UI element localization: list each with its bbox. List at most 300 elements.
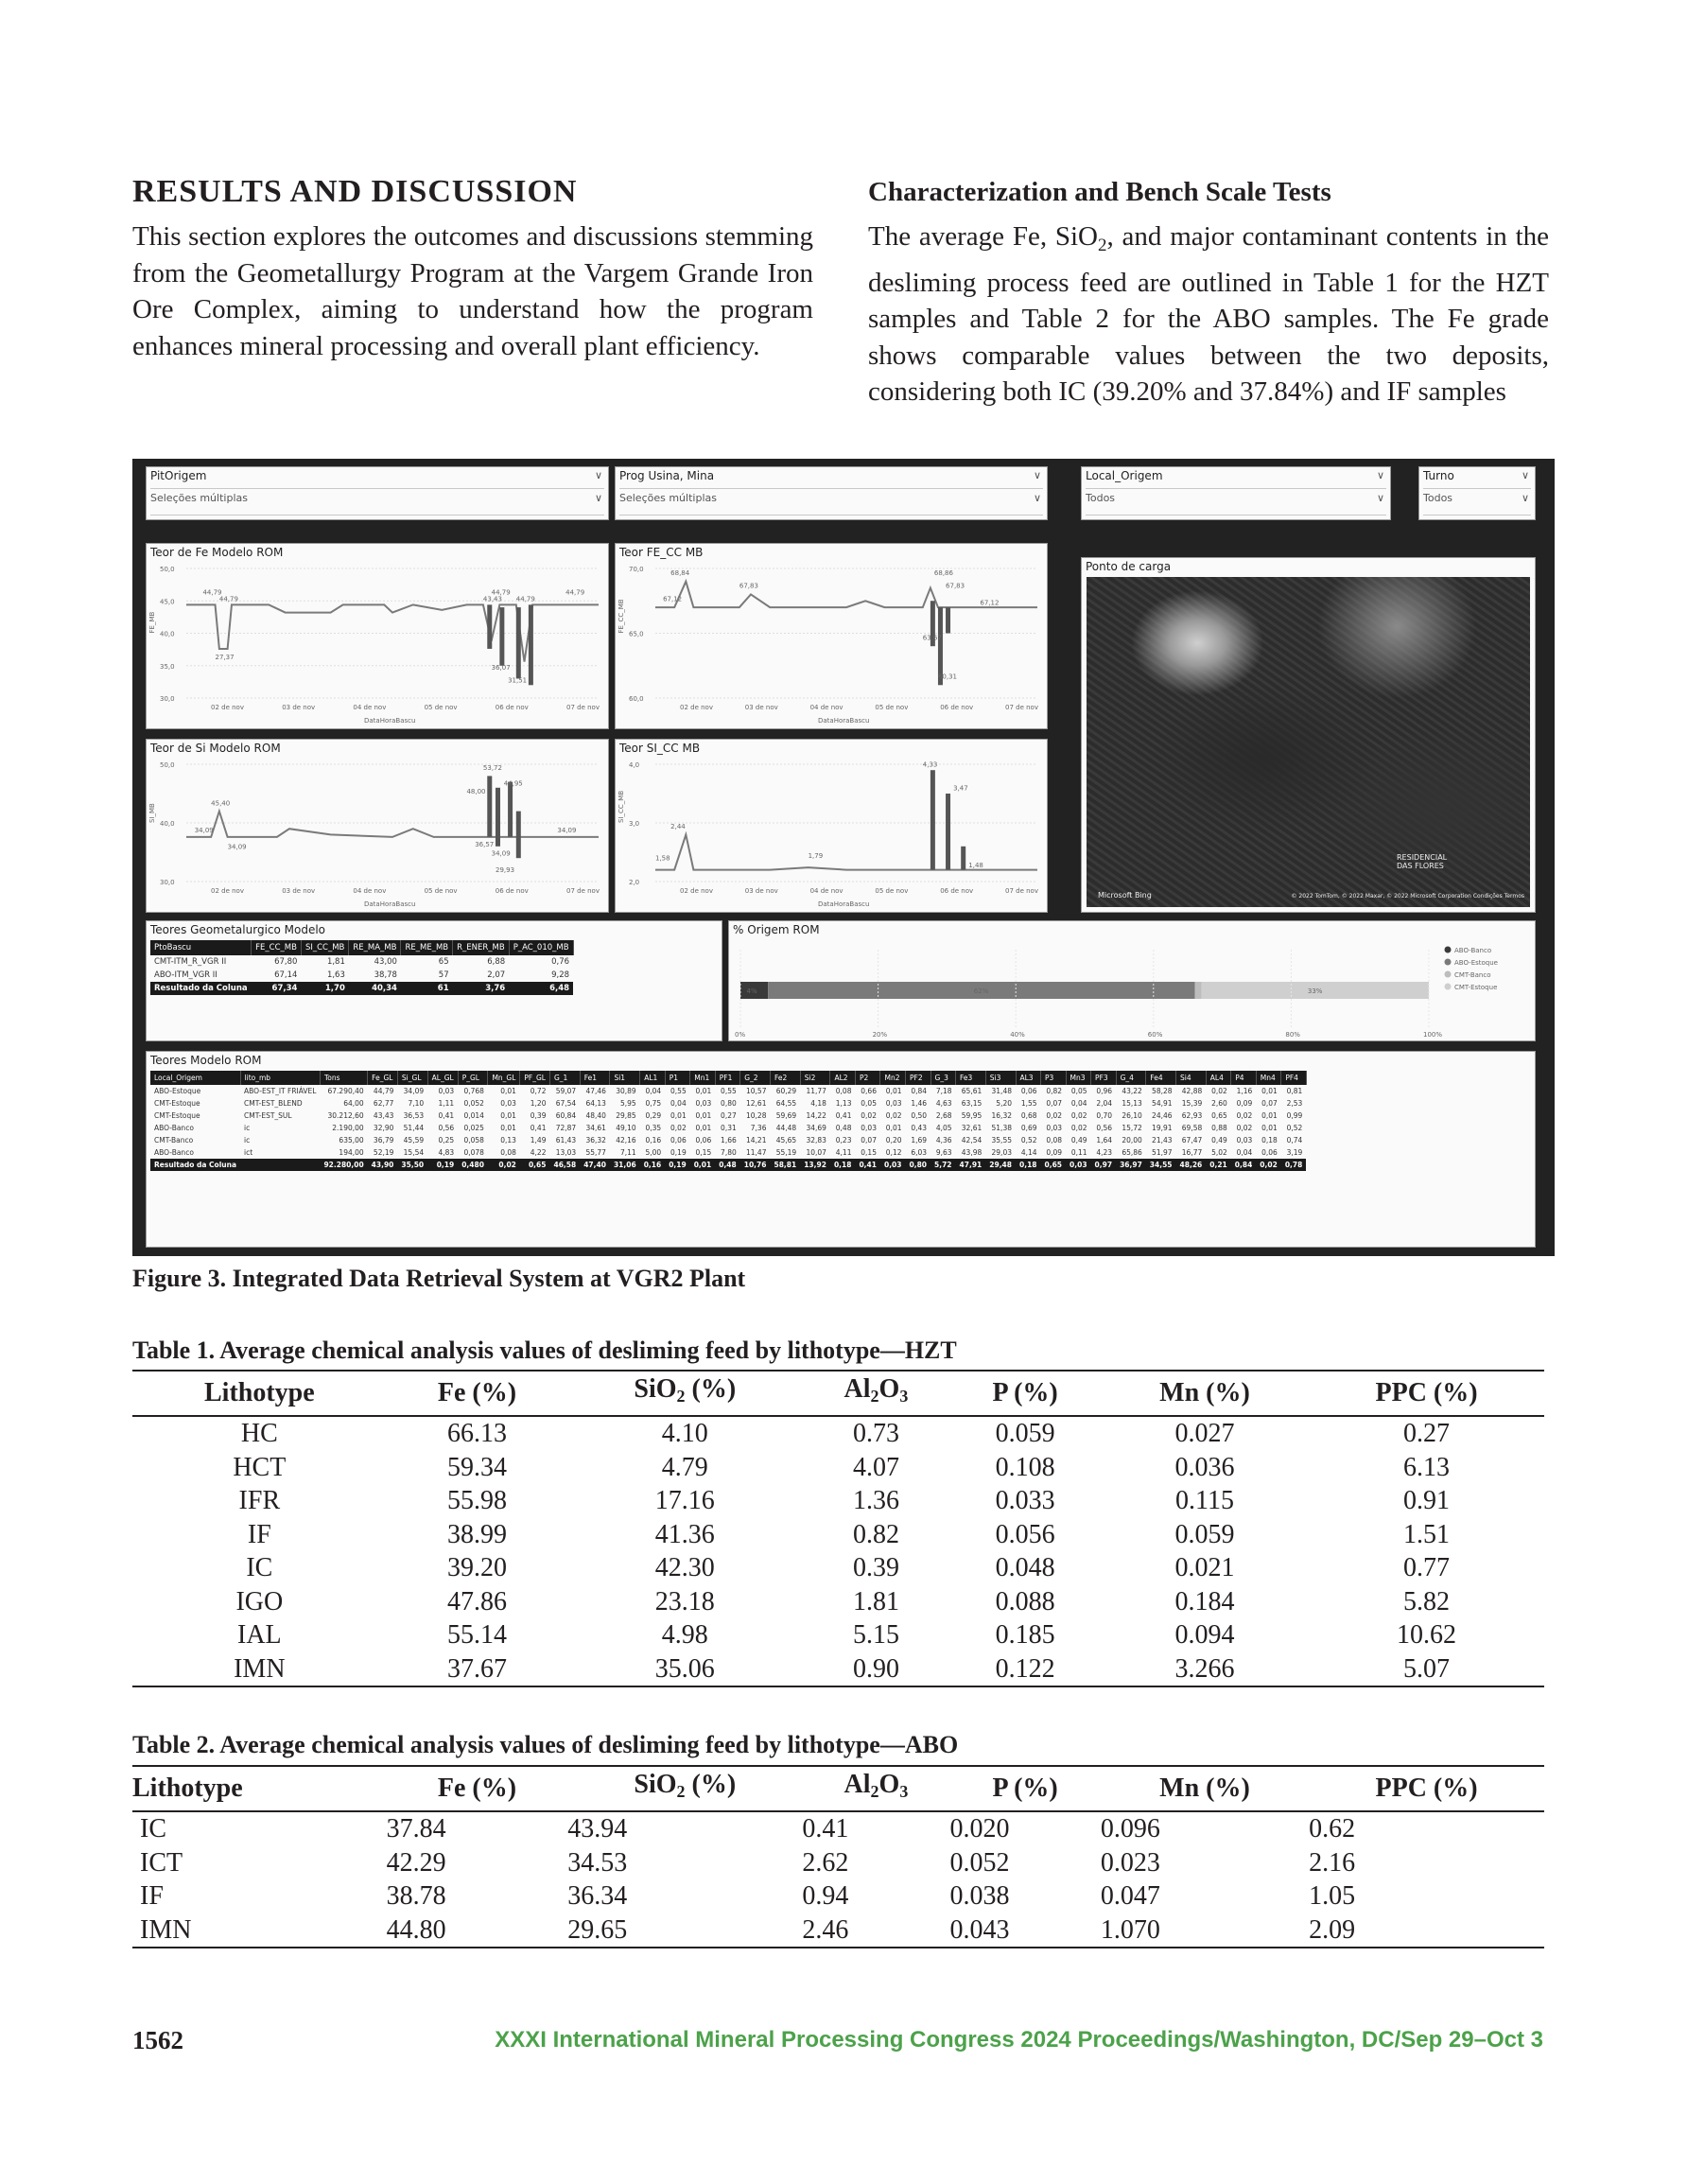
slicer-label: PitOrigem: [150, 469, 207, 482]
table-cell: 5,02: [1211, 1148, 1227, 1157]
table-row: [150, 1109, 1306, 1122]
column-header[interactable]: PF2: [906, 1071, 931, 1085]
column-header[interactable]: Local_Origem: [150, 1071, 240, 1085]
y-tick-label: 30,0: [160, 879, 175, 886]
column-header[interactable]: AL2: [830, 1071, 856, 1085]
x-tick-label: 04 de nov: [353, 704, 387, 711]
data-label: 44,79: [515, 595, 535, 603]
value-cell: 0.027: [1174, 1419, 1235, 1448]
value-cell: 0.41: [802, 1814, 849, 1843]
column-header[interactable]: Mn3: [1066, 1071, 1091, 1085]
column-header[interactable]: SI_CC_MB: [301, 940, 348, 955]
table-cell: 0,23: [835, 1136, 852, 1144]
table-cell: 1,63: [326, 970, 345, 980]
column-header[interactable]: Fe1: [580, 1071, 610, 1085]
y-tick-label: 50,0: [160, 566, 175, 573]
data-label: 43,43: [482, 595, 502, 603]
value-cell: 0.27: [1403, 1419, 1451, 1448]
slicer-local-origem[interactable]: [1081, 466, 1391, 520]
table-cell: ic: [244, 1124, 251, 1132]
satellite-map[interactable]: [1087, 577, 1530, 907]
column-header[interactable]: P3: [1041, 1071, 1067, 1085]
column-header[interactable]: P1: [665, 1071, 690, 1085]
table-cell: 0,48: [715, 1159, 740, 1171]
table1-header-row: [132, 1371, 1544, 1416]
table-cell: 36,32: [585, 1136, 606, 1144]
table-cell: 0,72: [530, 1087, 547, 1095]
value-cell: 2.09: [1309, 1913, 1544, 1948]
table-cell: 2,07: [487, 970, 506, 980]
geomet-table-panel: [146, 920, 722, 1041]
value-cell: 38.99: [446, 1519, 507, 1549]
table-cell: 2.190,00: [332, 1124, 364, 1132]
data-label: 34,09: [491, 849, 511, 858]
column-header[interactable]: Mn1: [690, 1071, 716, 1085]
x-tick-label: 02 de nov: [211, 887, 244, 895]
column-header[interactable]: AL1: [640, 1071, 666, 1085]
column-header[interactable]: G_4: [1116, 1071, 1146, 1085]
table-cell: 65,61: [961, 1087, 983, 1095]
table-cell: 0,78: [1281, 1159, 1307, 1171]
table-cell: 0,07: [861, 1136, 877, 1144]
value-cell: 17.16: [654, 1486, 715, 1515]
column-header[interactable]: R_ENER_MB: [453, 940, 510, 955]
table-cell: 0,09: [1236, 1099, 1253, 1108]
table-cell: 0,84: [911, 1087, 928, 1095]
right-column: [868, 173, 1549, 411]
spike-bar: [946, 607, 950, 633]
table-cell: 0,08: [1046, 1136, 1063, 1144]
table-cell: 67,47: [1181, 1136, 1203, 1144]
table-cell: 1,81: [326, 957, 345, 967]
table-cell: 47,40: [580, 1159, 610, 1171]
table-cell: 58,28: [1152, 1087, 1173, 1095]
value-cell: 55.14: [446, 1620, 507, 1650]
lithotype-cell: IF: [140, 1881, 164, 1911]
col-p: P (%): [949, 1371, 1100, 1416]
data-label: 44,79: [202, 588, 222, 597]
table-cell: 0,39: [530, 1111, 547, 1120]
table-cell: 59,07: [555, 1087, 577, 1095]
column-header[interactable]: Mn_GL: [488, 1071, 520, 1085]
table-cell: 0,01: [1261, 1111, 1278, 1120]
table-cell: 43,98: [961, 1148, 983, 1157]
table-cell: 0,69: [1020, 1124, 1037, 1132]
table-cell: 62,93: [1181, 1111, 1203, 1120]
table-cell: 42,16: [616, 1136, 636, 1144]
value-cell: 23.18: [654, 1586, 715, 1616]
legend-label: ABO-Estoque: [1454, 959, 1498, 967]
value-cell: 38.78: [386, 1881, 446, 1911]
table-cell: 5,00: [645, 1148, 662, 1157]
table-cell: 4,63: [935, 1099, 952, 1108]
table-cell: 60,84: [555, 1111, 577, 1120]
table-cell: 0,03: [500, 1099, 516, 1108]
col-lithotype: Lithotype: [132, 1371, 387, 1416]
table-cell: 0,480: [458, 1159, 488, 1171]
col-fe: Fe (%): [387, 1766, 568, 1811]
y-tick-label: 60,0: [629, 695, 644, 703]
x-tick-label: 02 de nov: [680, 887, 713, 895]
table-cell: 11,47: [746, 1148, 767, 1157]
data-label: 34,09: [227, 843, 247, 851]
table-cell: 0,02: [885, 1111, 902, 1120]
table-cell: 0,52: [1020, 1136, 1037, 1144]
chart-fe-cc: [615, 543, 1048, 729]
lithotype-cell: IC: [140, 1814, 166, 1843]
data-label: 1,58: [655, 854, 670, 863]
chart-svg: [147, 544, 608, 728]
column-header[interactable]: Si2: [800, 1071, 830, 1085]
table-cell: 64,55: [775, 1099, 797, 1108]
para-text-1: The average Fe, SiO: [868, 221, 1098, 252]
value-cell: 0.094: [1174, 1620, 1235, 1650]
table-cell: 34,09: [403, 1087, 425, 1095]
table-cell: 30,89: [616, 1087, 636, 1095]
value-cell: 0.77: [1403, 1553, 1451, 1582]
table-cell: 0,01: [670, 1111, 687, 1120]
table-cell: 51,97: [1152, 1148, 1173, 1157]
table-cell: 0,02: [1046, 1111, 1063, 1120]
table-cell: 47,46: [585, 1087, 606, 1095]
spike-bar: [529, 604, 533, 685]
lithotype-cell: ICT: [140, 1847, 183, 1878]
data-label: 67,12: [663, 595, 683, 603]
table-cell: 6,48: [509, 982, 573, 995]
table-cell: 0,02: [670, 1124, 687, 1132]
table2-row: [132, 1846, 1544, 1880]
value-cell: 0.021: [1174, 1553, 1235, 1582]
y-axis-label: SI_MB: [148, 803, 156, 823]
table-cell: 0,49: [1070, 1136, 1087, 1144]
x-tick-label: 04 de nov: [809, 704, 844, 711]
chart-title: Teor de Fe Modelo ROM: [150, 546, 284, 559]
value-cell: 4.10: [661, 1419, 708, 1448]
column-header[interactable]: P_AC_010_MB: [509, 940, 573, 955]
table-cell: 0,52: [1286, 1124, 1303, 1132]
value-cell: 37.67: [387, 1652, 568, 1687]
table-cell: 32,90: [373, 1124, 394, 1132]
page-number: 1562: [132, 2026, 183, 2054]
slicer-turno[interactable]: [1418, 466, 1536, 520]
value-cell: 41.36: [654, 1519, 715, 1549]
x-tick-label: 03 de nov: [282, 887, 316, 895]
table-cell: 0,82: [1046, 1087, 1063, 1095]
data-label: 67,83: [946, 582, 965, 590]
table-row: [150, 969, 573, 982]
value-cell: 0.059: [1174, 1519, 1235, 1549]
data-label: 53,72: [482, 764, 502, 773]
lithotype-cell: IMN: [132, 1913, 387, 1948]
table-cell: 0,65: [520, 1159, 550, 1171]
table-cell: 52,19: [373, 1148, 394, 1157]
spike-bar: [946, 794, 950, 870]
column-header[interactable]: P_GL: [458, 1071, 488, 1085]
table-cell: 0,04: [670, 1099, 687, 1108]
y-tick-label: 3,0: [629, 820, 640, 828]
table-cell: 2,53: [1286, 1099, 1303, 1108]
value-cell: 6.13: [1403, 1452, 1451, 1482]
x-tick-label: 03 de nov: [744, 887, 778, 895]
table-cell: 0,80: [721, 1099, 737, 1108]
table-cell: 34,55: [1146, 1159, 1176, 1171]
column-header[interactable]: Si4: [1176, 1071, 1207, 1085]
value-cell: 0.059: [995, 1419, 1055, 1448]
data-label: 34,09: [557, 826, 577, 834]
table-cell: ABO-Banco: [154, 1148, 194, 1157]
column-header[interactable]: P4: [1231, 1071, 1257, 1085]
chevron-down-icon: ∨: [1521, 469, 1529, 481]
value-cell: 42.30: [654, 1553, 715, 1582]
table-cell: 0,11: [1070, 1148, 1087, 1157]
left-column: [132, 173, 813, 364]
value-cell: 39.20: [446, 1553, 507, 1582]
value-cell: 0.033: [995, 1486, 1055, 1515]
lithotype-cell: HCT: [233, 1452, 287, 1482]
table-title: Teores Modelo ROM: [150, 1054, 262, 1067]
table-cell: 0,56: [1096, 1124, 1113, 1132]
slicer-value: Todos: [1423, 492, 1453, 504]
column-header[interactable]: P2: [855, 1071, 880, 1085]
value-cell: 1.36: [852, 1486, 899, 1515]
col-mn: Mn (%): [1101, 1766, 1309, 1811]
table1-row: [132, 1618, 1544, 1652]
y-axis-label: SI_CC_MB: [617, 790, 625, 823]
slicer-label: Prog Usina, Mina: [619, 469, 715, 482]
x-tick-label: 80%: [1285, 1031, 1300, 1039]
data-label: 1,79: [808, 852, 824, 861]
column-header[interactable]: Si_GL: [397, 1071, 427, 1085]
spike-bar: [961, 847, 965, 870]
table-cell: 3,76: [453, 982, 510, 995]
x-tick-label: 100%: [1423, 1031, 1443, 1039]
table-cell: 2,04: [1096, 1099, 1113, 1108]
table-cell: 0,48: [835, 1124, 852, 1132]
x-tick-label: 02 de nov: [211, 704, 244, 711]
table-cell: 0,02: [1256, 1159, 1281, 1171]
table-cell: 0,014: [463, 1111, 484, 1120]
spike-bar: [508, 782, 513, 837]
column-header[interactable]: Tons: [320, 1071, 367, 1085]
slicer-pit-origem[interactable]: [146, 466, 609, 520]
table2-row: [132, 1811, 1544, 1846]
lithotype-cell: HC: [240, 1419, 278, 1448]
column-header[interactable]: lito_mb: [240, 1071, 320, 1085]
table-cell: 45,59: [403, 1136, 425, 1144]
table-cell: 65: [438, 957, 449, 967]
table-cell: CMT-EST_BLEND: [244, 1099, 303, 1108]
column-header[interactable]: AL4: [1206, 1071, 1231, 1085]
value-cell: 66.13: [446, 1419, 507, 1448]
value-cell: 35.06: [567, 1652, 802, 1687]
table-cell: 0,01: [690, 1159, 716, 1171]
data-label: 44,79: [218, 595, 238, 603]
table-cell: 0,80: [906, 1159, 931, 1171]
y-tick-label: 2,0: [629, 879, 640, 886]
table-cell: 0,02: [1236, 1111, 1253, 1120]
table-cell: 0,078: [463, 1148, 484, 1157]
table-cell: 54,91: [1152, 1099, 1173, 1108]
column-header[interactable]: AL3: [1016, 1071, 1041, 1085]
value-cell: 0.108: [995, 1452, 1055, 1482]
column-header[interactable]: PF_GL: [520, 1071, 550, 1085]
table-cell: 0,70: [1096, 1111, 1113, 1120]
value-cell: 1.51: [1403, 1519, 1451, 1549]
value-cell: 0.036: [1174, 1452, 1235, 1482]
value-cell: 2.16: [1309, 1847, 1356, 1878]
table-cell: 0,97: [1091, 1159, 1117, 1171]
spike-bar: [487, 604, 492, 649]
data-label: 36,57: [475, 840, 495, 848]
table-cell: 0,03: [1046, 1124, 1063, 1132]
table-cell: 1,69: [911, 1136, 928, 1144]
x-tick-label: 07 de nov: [566, 704, 600, 711]
data-label: 4,33: [922, 760, 938, 769]
table-cell: 0,06: [670, 1136, 687, 1144]
column-header[interactable]: PF4: [1281, 1071, 1307, 1085]
column-header[interactable]: Mn4: [1256, 1071, 1281, 1085]
column-header[interactable]: Fe4: [1146, 1071, 1176, 1085]
data-label: 44,79: [565, 588, 585, 597]
column-header[interactable]: Si3: [985, 1071, 1016, 1085]
table-cell: 13,92: [800, 1159, 830, 1171]
table-cell: 4,14: [1020, 1148, 1037, 1157]
table-cell: 0,02: [488, 1159, 520, 1171]
x-tick-label: 07 de nov: [1005, 887, 1038, 895]
table-cell: 0,01: [500, 1124, 516, 1132]
slicer-prog-usina[interactable]: [615, 466, 1048, 520]
table-cell: 4,23: [1096, 1148, 1113, 1157]
y-tick-label: 4,0: [629, 761, 640, 769]
col-al2o3: Al2O3: [802, 1766, 949, 1811]
para-subscript: 2: [1098, 236, 1107, 255]
slicer-value: Todos: [1086, 492, 1116, 504]
table-cell: 0,13: [500, 1136, 516, 1144]
slicer-value: Seleções múltiplas: [150, 492, 248, 504]
data-label: 27,37: [215, 653, 235, 661]
column-header[interactable]: PtoBascu: [150, 940, 252, 955]
table-cell: 1,66: [721, 1136, 737, 1144]
column-header[interactable]: Fe3: [956, 1071, 986, 1085]
column-header[interactable]: G_2: [740, 1071, 771, 1085]
bar-label: 62%: [973, 987, 989, 995]
value-cell: 1.81: [852, 1586, 899, 1616]
column-header[interactable]: FE_CC_MB: [252, 940, 302, 955]
table-cell: 12,61: [746, 1099, 767, 1108]
spike-bar: [516, 607, 521, 678]
x-tick-label: 05 de nov: [424, 887, 458, 895]
value-cell: 4.98: [661, 1620, 708, 1650]
legend-label: CMT-Banco: [1454, 971, 1491, 979]
column-header[interactable]: Fe_GL: [368, 1071, 398, 1085]
table-cell: 1,64: [1096, 1136, 1113, 1144]
table-cell: 5,72: [930, 1159, 956, 1171]
table-cell: 194,00: [339, 1148, 364, 1157]
x-tick-label: 0%: [735, 1031, 746, 1039]
column-header[interactable]: PF1: [715, 1071, 740, 1085]
table-cell: 0,03: [438, 1087, 455, 1095]
data-label: 60,31: [937, 673, 958, 681]
x-tick-label: 20%: [872, 1031, 888, 1039]
table2-row: [132, 1879, 1544, 1913]
chevron-down-icon: ∨: [594, 469, 602, 481]
table-cell: 0,50: [911, 1111, 928, 1120]
table-cell: 62,77: [373, 1099, 394, 1108]
table-cell: 5,95: [619, 1099, 636, 1108]
column-header[interactable]: G_3: [930, 1071, 956, 1085]
table-cell: 57: [438, 970, 449, 980]
column-header[interactable]: G_1: [549, 1071, 580, 1085]
table-cell: 0,56: [438, 1124, 455, 1132]
table-cell: 10,76: [740, 1159, 771, 1171]
chevron-down-icon: ∨: [1521, 492, 1529, 504]
table-cell: 35,55: [991, 1136, 1012, 1144]
table-cell: 0,19: [670, 1148, 687, 1157]
table-cell: 9,63: [935, 1148, 952, 1157]
x-axis-label: DataHoraBascu: [818, 717, 870, 725]
table-cell: 0,88: [1211, 1124, 1227, 1132]
table-cell: 26,10: [1122, 1111, 1142, 1120]
chevron-down-icon: ∨: [594, 492, 602, 504]
table-cell: 48,40: [585, 1111, 606, 1120]
data-label: 36,07: [491, 663, 511, 672]
figure-caption: Figure 3. Integrated Data Retrieval System at VGR2 Plant: [132, 1265, 746, 1292]
col-al2o3: Al2O3: [802, 1371, 949, 1416]
table-cell: 2,60: [1211, 1099, 1227, 1108]
table-cell: 4,18: [810, 1099, 826, 1108]
table-cell: 0,55: [670, 1087, 687, 1095]
column-header[interactable]: Si1: [610, 1071, 640, 1085]
y-tick-label: 40,0: [160, 630, 175, 638]
table-cell: 32,61: [961, 1124, 983, 1132]
table-cell: 1,11: [438, 1099, 455, 1108]
table-cell: 16,32: [991, 1111, 1012, 1120]
col-sio2: SiO2 (%): [567, 1371, 802, 1416]
table-cell: 1,13: [835, 1099, 852, 1108]
table-cell: 0,65: [1041, 1159, 1067, 1171]
column-header[interactable]: Fe2: [770, 1071, 800, 1085]
map-panel[interactable]: [1081, 557, 1536, 913]
table-cell: 1,55: [1020, 1099, 1037, 1108]
table1-row: [132, 1451, 1544, 1485]
column-header[interactable]: RE_ME_MB: [401, 940, 453, 955]
data-label: 1,48: [968, 862, 983, 870]
table-cell: 36,79: [373, 1136, 394, 1144]
table-cell: 51,44: [403, 1124, 425, 1132]
x-tick-label: 04 de nov: [809, 887, 844, 895]
col-ppc: PPC (%): [1309, 1766, 1544, 1811]
table-cell: 0,058: [463, 1136, 484, 1144]
table-cell: 0,768: [463, 1087, 484, 1095]
table1-caption: Table 1. Average chemical analysis values of desliming feed by lithotype—HZT: [132, 1337, 957, 1364]
table-cell: 0,84: [1231, 1159, 1257, 1171]
table-cell: ict: [244, 1148, 253, 1157]
table-row: [150, 1085, 1306, 1097]
table-cell: 635,00: [339, 1136, 364, 1144]
data-label: 45,40: [211, 799, 231, 808]
table1: [132, 1370, 1544, 1687]
column-header[interactable]: AL_GL: [427, 1071, 458, 1085]
column-header[interactable]: PF3: [1091, 1071, 1117, 1085]
column-header[interactable]: RE_MA_MB: [349, 940, 401, 955]
x-tick-label: 06 de nov: [940, 887, 974, 895]
table-cell: 0,99: [1286, 1111, 1303, 1120]
data-label: 48,00: [466, 788, 486, 795]
table-cell: 35,50: [397, 1159, 427, 1171]
data-label: 67,12: [980, 599, 1000, 607]
column-header[interactable]: Mn2: [880, 1071, 906, 1085]
spike-bar: [516, 812, 521, 859]
